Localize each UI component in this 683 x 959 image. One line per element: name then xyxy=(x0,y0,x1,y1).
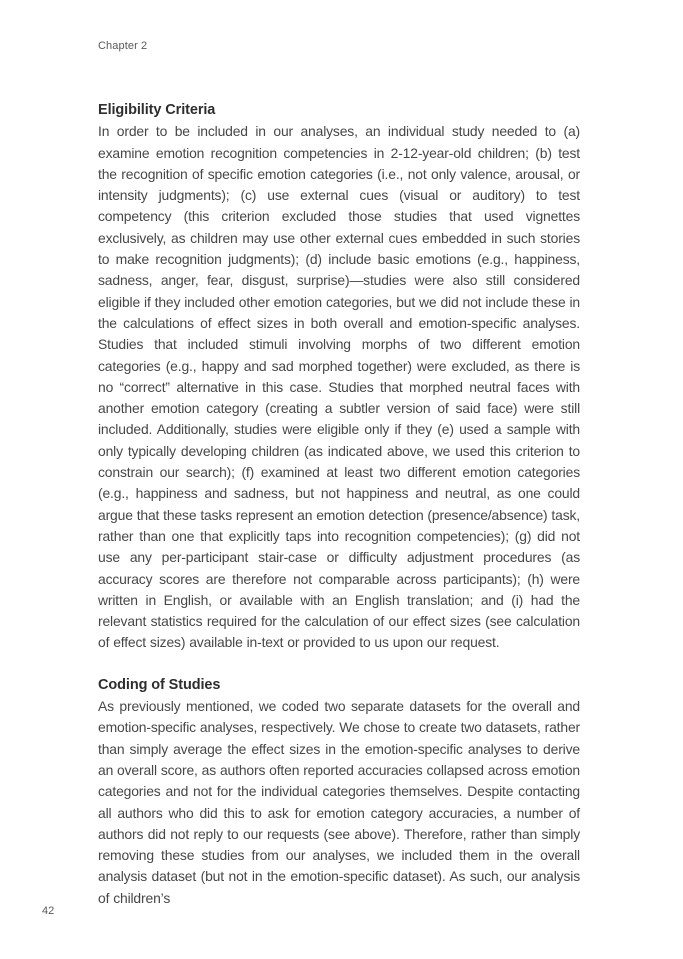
section-coding-of-studies xyxy=(98,675,580,909)
section-body-coding-of-studies: As previously mentioned, we coded two separate datasets for the overall and emotion-specific analyses, respectively. We chose to create two datasets, rather than simply average the effect sizes in the emotion-specific analyses to derive an overall score, as authors often reported accuracies collapsed across emotion categories and not for the individual categories themselves. Despite contacting all authors who did this to ask for emotion category accuracies, a number of authors did not reply to our requests (see above). Therefore, rather than simply removing these studies from our analyses, we included them in the overall analysis dataset (but not in the emotion-specific dataset). As such, our analysis of children’s xyxy=(98,698,580,906)
running-header: Chapter 2 xyxy=(98,40,148,52)
section-eligibility-criteria xyxy=(98,100,580,654)
section-heading-coding-of-studies: Coding of Studies xyxy=(98,676,221,693)
page-number: 42 xyxy=(42,905,55,917)
section-heading-eligibility-criteria: Eligibility Criteria xyxy=(98,102,216,118)
page-content xyxy=(98,100,580,930)
section-body-eligibility-criteria: In order to be included in our analyses, an individual study needed to (a) examine emotion recognition competencies in 2-12-year-old children; (b) test the recognition of specific emotion categories (i.e., not only valence, arousal, or intensity judgments); (c) use external cues (visual or auditory) to test competency (this criterion excluded those studies that used vignettes exclusively, as children may use other external cues embedded in such stories to make recognition judgments); (d) include basic emotions (e.g., happiness, sadness, anger, fear, disgust, surprise)—studies were also still considered eligible if they included other emotion categories, but we did not include these in the calculations of effect sizes in both overall and emotion-specific analyses. Studies that included stimuli involving morphs of two different emotion categories (e.g., happy and sad morphed together) were excluded, as there is no “correct” alternative in this case. Studies that morphed neutral faces with another emotion category (creating a subtler version of said face) were still included. Additionally, studies were eligible only if they (e) used a sample with only typically developing children (as indicated above, we used this criterion to constrain our search); (f) examined at least two different emotion categories (e.g., happiness and sadness, but not happiness and neutral, as one could argue that these tasks represent an emotion detection (presence/absence) task, rather than one that explicitly taps into recognition competencies); (g) did not use any per-participant stair-case or difficulty adjustment procedures (as accuracy scores are therefore not comparable across participants); (h) were written in English, or available with an English translation; and (i) had the relevant statistics required for the calculation of our effect sizes (see calculation of effect sizes) available in-text or provided to us upon our request. xyxy=(98,123,580,651)
